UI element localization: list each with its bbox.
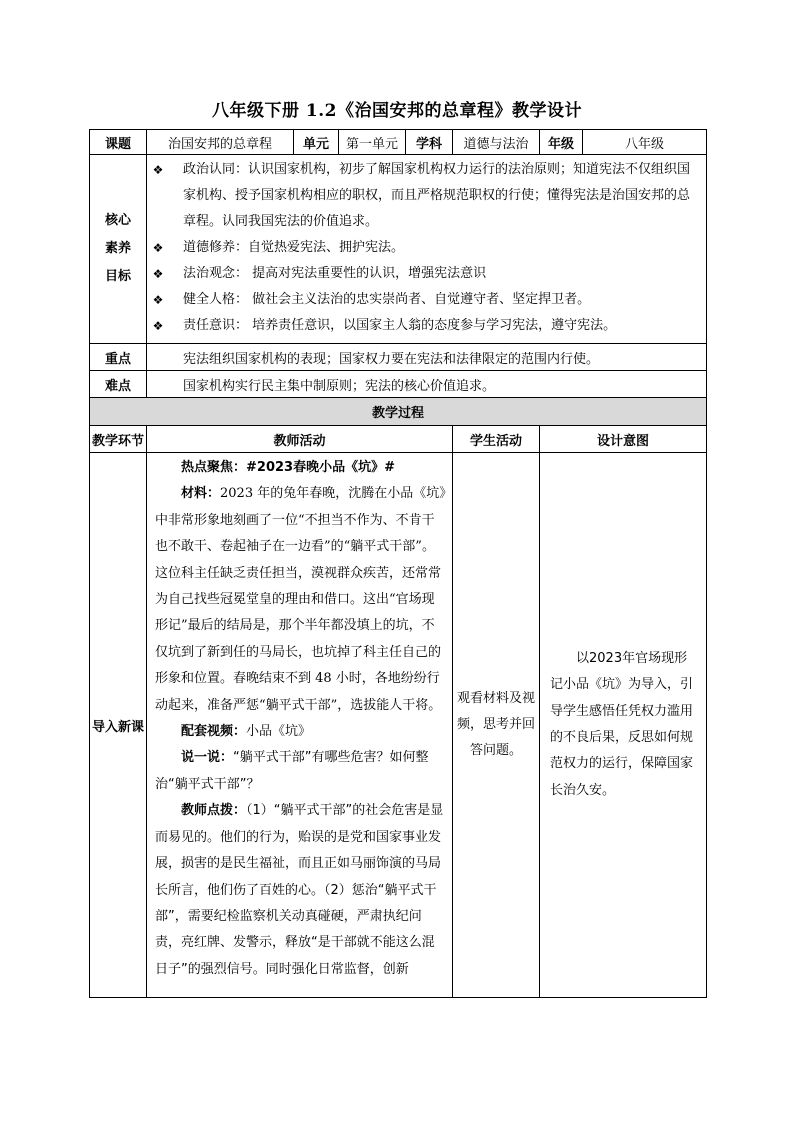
goal-text: 责任意识： 培养责任意识，以国家主人翁的态度参与学习宪法，遵守宪法。 bbox=[183, 318, 617, 333]
core-goals-label-line: 目标 bbox=[104, 269, 131, 284]
tip-text: （1）“躺平式干部”的社会危害是显而易见的。他们的行为，贻误的是党和国家事业发展，损害的是民生福祉，而且正如马丽饰演的马局长所言，他们伤了百姓的心。（2）惩治“躺平式干部”，需要纪检监察机关动真碰硬，严肃执纪问责，亮红牌、发警示，释放“是干部就不能这么混日子”的强烈信号。同时强化日常监督，创新 bbox=[155, 803, 444, 977]
unit-value: 第一单元 bbox=[339, 130, 406, 155]
process-title-row bbox=[90, 398, 707, 426]
key-point-label: 重点 bbox=[90, 344, 147, 371]
tip-label: 教师点拨： bbox=[181, 803, 247, 819]
lesson-plan-table bbox=[89, 129, 707, 998]
topic-value: 治国安邦的总章程 bbox=[147, 130, 294, 155]
tip-paragraph bbox=[155, 798, 446, 983]
key-point-row bbox=[90, 344, 707, 371]
core-goals-label-line: 素养 bbox=[104, 241, 131, 256]
diamond-cluster-icon: ❖ bbox=[152, 319, 164, 333]
subject-label: 学科 bbox=[406, 130, 453, 155]
teacher-header: 教师活动 bbox=[147, 426, 453, 453]
material-label: 材料： bbox=[181, 486, 221, 502]
student-activity: 观看材料及视频，思考并回答问题。 bbox=[453, 453, 540, 998]
goal-text: 道德修养：自觉热爱宪法、拥护宪法。 bbox=[183, 240, 405, 255]
process-header-row bbox=[90, 426, 707, 453]
stage-header: 教学环节 bbox=[90, 426, 147, 453]
material-text: 2023 年的兔年春晚，沈腾在小品《坑》中非常形象地刻画了一位“不担当不作为、不肯干也不敢干、卷起袖子在一边看”的“躺平式干部”。这位科主任缺乏责任担当，漠视群众疾苦，还常常为自己找些冠冕堂皇的理由和借口。这出“官场现形记”最后的结局是，那个半年都没填上的坑，不仅坑到了新到任的马局长，也坑掉了科主任自己的形象和位置。春晚结束不到 48 小时，各地纷纷行动起来，准备严惩“躺平式干部”，选拔能人干将。 bbox=[155, 486, 446, 713]
say-text: “躺平式干部”有哪些危害？如何整治“躺平式干部”？ bbox=[155, 750, 429, 792]
subject-value: 道德与法治 bbox=[453, 130, 540, 155]
diamond-cluster-icon: ❖ bbox=[152, 241, 164, 255]
video-label: 配套视频： bbox=[181, 724, 247, 740]
video-paragraph bbox=[155, 719, 446, 745]
goal-text: 政治认同：认识国家机构，初步了解国家机构权力运行的法治原则；知道宪法不仅组织国家机构、授予国家机构相应的职权，而且严格规范职权的行使；懂得宪法是治国安邦的总章程。认同我国宪法的价值追求。 bbox=[183, 162, 691, 229]
diamond-cluster-icon: ❖ bbox=[152, 267, 164, 281]
goal-text: 法治观念： 提高对宪法重要性的认识，增强宪法意识 bbox=[183, 266, 487, 281]
core-goals-label-line: 核心 bbox=[104, 213, 131, 228]
goal-item bbox=[147, 157, 706, 235]
info-row bbox=[90, 130, 707, 155]
core-goals-label bbox=[90, 155, 147, 344]
intro-row bbox=[90, 453, 707, 998]
topic-label: 课题 bbox=[90, 130, 147, 155]
say-label: 说一说： bbox=[181, 750, 234, 766]
difficulty-label: 难点 bbox=[90, 371, 147, 398]
page-title: 八年级下册 1.2《治国安邦的总章程》教学设计 bbox=[212, 101, 582, 121]
process-title: 教学过程 bbox=[90, 398, 707, 426]
hot-topic: 热点聚焦：#2023春晚小品《坑》# bbox=[181, 460, 395, 475]
video-text: 小品《坑》 bbox=[246, 724, 312, 740]
core-goals-list bbox=[147, 155, 707, 344]
teacher-activity bbox=[147, 453, 453, 998]
diamond-cluster-icon: ❖ bbox=[152, 293, 164, 307]
intent-header: 设计意图 bbox=[540, 426, 707, 453]
goal-item bbox=[147, 261, 706, 287]
goal-item bbox=[147, 287, 706, 313]
goal-item bbox=[147, 313, 706, 339]
grade-value: 八年级 bbox=[583, 130, 707, 155]
difficulty-row bbox=[90, 371, 707, 398]
difficulty-text: 国家机构实行民主集中制原则；宪法的核心价值追求。 bbox=[147, 371, 707, 398]
design-intent: 以2023年官场现形记小品《坑》为导入，引导学生感悟任凭权力滥用的不良后果，反思如何规范权力的运行，保障国家长治久安。 bbox=[540, 453, 707, 998]
material-paragraph bbox=[155, 481, 446, 719]
key-point-text: 宪法组织国家机构的表现；国家权力要在宪法和法律限定的范围内行使。 bbox=[147, 344, 707, 371]
say-paragraph bbox=[155, 745, 446, 798]
goal-text: 健全人格： 做社会主义法治的忠实崇尚者、自觉遵守者、坚定捍卫者。 bbox=[183, 292, 591, 307]
diamond-cluster-icon: ❖ bbox=[152, 163, 164, 177]
grade-label: 年级 bbox=[540, 130, 583, 155]
unit-label: 单元 bbox=[294, 130, 339, 155]
intro-stage: 导入新课 bbox=[90, 453, 147, 998]
core-goals-row bbox=[90, 155, 707, 344]
goal-item bbox=[147, 235, 706, 261]
student-header: 学生活动 bbox=[453, 426, 540, 453]
